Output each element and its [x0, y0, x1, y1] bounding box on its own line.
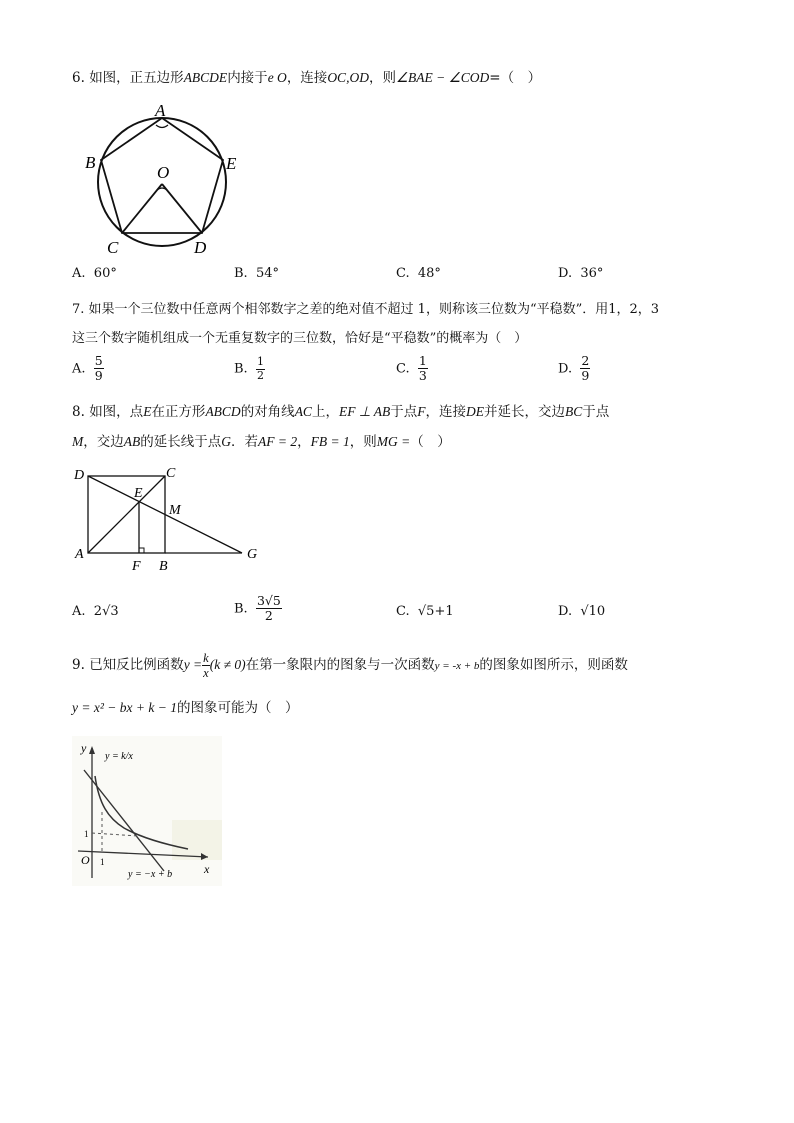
q8-label-b: B: [159, 559, 168, 574]
q6-option-c-value: 48°: [417, 266, 441, 281]
q9-condition: (k ≠ 0): [209, 657, 246, 672]
q6-option-b-value: 54°: [255, 266, 279, 281]
q8-text-2b: 的延长线于点: [140, 434, 222, 450]
q8-point-f: F: [417, 404, 426, 419]
q7-option-c-fraction: [418, 354, 428, 384]
q7-option-b[interactable]: [234, 356, 265, 382]
q6-option-a[interactable]: [72, 266, 117, 281]
q9-frac-num: k: [203, 650, 209, 665]
q6-stem: [72, 66, 541, 86]
q7-stem-line1: [72, 298, 659, 317]
q8-ac: AC: [294, 404, 312, 419]
q7-option-a-num: 5: [94, 353, 103, 368]
q8-stem-line1: [72, 400, 609, 420]
q8-de: DE: [465, 404, 484, 419]
q9-scan-shadow: [172, 820, 222, 860]
q9-text-2b: 的图象可能为（ ）: [176, 700, 299, 716]
q8-text-1d: 上，: [311, 404, 339, 420]
q9-line-label: y = −x + b: [128, 869, 173, 880]
q6-text-e: =（ ）: [489, 70, 542, 86]
q8-text-2e: ，则: [349, 434, 377, 450]
q6-segment-oc: [122, 184, 162, 233]
q8-option-a-value: 2√3: [93, 604, 119, 619]
q6-label-b: B: [85, 153, 96, 172]
q6-label-c: C: [107, 238, 119, 257]
q6-option-b[interactable]: [234, 266, 279, 281]
q6-segments: OC,OD: [327, 70, 369, 85]
q8-option-b-num: 3√5: [256, 593, 281, 608]
q8-label-e: E: [134, 486, 143, 501]
q7-option-a-den: 9: [94, 368, 103, 384]
q7-option-b-num: 1: [256, 355, 264, 368]
q8-option-a[interactable]: [72, 604, 119, 619]
q8-number: 8.: [72, 404, 85, 420]
q8-option-d-value: √10: [580, 604, 606, 619]
q9-frac-den: x: [203, 666, 209, 680]
q6-angle-a-arc: [156, 125, 168, 128]
q9-text-1c: 的图象如图所示，则函数: [479, 657, 628, 673]
q7-option-a-letter: A.: [72, 361, 86, 377]
q8-perp: EF ⊥ AB: [338, 404, 391, 419]
q8-ab: AB: [123, 434, 141, 449]
q7-option-d-den: 9: [581, 368, 590, 384]
q6-pentagon: ABCDE: [183, 70, 228, 85]
q8-option-c-value: √5+1: [417, 604, 454, 619]
q8-text-2c: ．若: [231, 434, 258, 450]
q8-label-c: C: [166, 466, 176, 481]
q8-option-c[interactable]: [396, 604, 454, 619]
q6-label-d: D: [194, 238, 207, 257]
q7-stem-line2: 这三个数字随机组成一个无重复数字的三位数，恰好是“平稳数”的概率为（ ）: [72, 331, 528, 346]
q6-label-o: O: [157, 163, 170, 182]
q9-figure-background: [72, 736, 222, 886]
q8-stem-line2: [72, 430, 451, 450]
q6-label-e: E: [226, 154, 237, 173]
q8-text-1f: ，连接: [425, 404, 466, 420]
q8-point-g: G: [221, 434, 231, 449]
q6-option-b-letter: B.: [234, 266, 248, 281]
q6-option-c-letter: C.: [396, 266, 410, 281]
q8-text-1b: 在正方形: [151, 404, 206, 420]
q8-text-2d: ，: [297, 434, 311, 450]
q8-label-g: G: [247, 547, 258, 562]
q7-option-c[interactable]: [396, 354, 428, 384]
q7-line1: 如果一个三位数中任意两个相邻数字之差的绝对值不超过 1，则称该三位数为“平稳数”．用1，2，3: [88, 302, 660, 317]
q8-option-c-letter: C.: [396, 604, 410, 619]
q8-option-b[interactable]: [234, 594, 282, 624]
q7-option-c-letter: C.: [396, 361, 410, 377]
q9-text-1b: 在第一象限内的图象与一次函数: [245, 657, 435, 673]
q6-option-d-value: 36°: [580, 266, 604, 281]
q7-option-c-den: 3: [418, 368, 427, 384]
q9-one-y-label: 1: [84, 829, 89, 839]
q7-option-d-num: 2: [581, 353, 590, 368]
q8-text-1g: 并延长，交边: [483, 404, 565, 420]
q8-label-f: F: [132, 559, 141, 574]
q6-text-c: ，连接: [286, 70, 328, 86]
q9-text-1a: 已知反比例函数: [89, 657, 184, 673]
q8-label-m: M: [169, 503, 181, 518]
q7-option-d-letter: D.: [558, 361, 573, 377]
q7-option-b-fraction: [256, 356, 265, 382]
q6-text-b: 内接于: [227, 70, 268, 86]
q6-angle-o-arc: [157, 188, 167, 190]
q9-stem-line1: [72, 650, 628, 681]
q6-figure: [76, 96, 256, 258]
q8-bc: BC: [564, 404, 583, 419]
q8-right-angle-mark: [139, 548, 144, 553]
q9-one-x-label: 1: [100, 857, 105, 867]
q9-fraction: [202, 651, 210, 681]
q8-text-1c: 的对角线: [240, 404, 295, 420]
q8-point-m: M: [72, 434, 84, 449]
q9-stem-line2: [72, 696, 298, 716]
q8-label-a: A: [75, 547, 84, 562]
q8-text-1h: 于点: [582, 404, 610, 420]
q9-x-label: x: [204, 862, 210, 876]
q6-option-d-letter: D.: [558, 266, 573, 281]
q6-expr: ∠BAE − ∠COD: [395, 70, 490, 85]
q8-af: AF = 2: [258, 434, 298, 449]
q9-quadratic: y = x² − bx + k − 1: [72, 700, 177, 715]
q7-option-a[interactable]: [72, 354, 104, 384]
q8-option-d[interactable]: [558, 604, 605, 619]
q7-option-c-num: 1: [418, 353, 427, 368]
q8-mg: MG =: [376, 434, 411, 449]
q6-option-a-letter: A.: [72, 266, 86, 281]
q9-curve-label: y = k/x: [105, 751, 133, 762]
q8-square: ABCD: [205, 404, 241, 419]
q8-point-e: E: [143, 404, 152, 419]
q8-diagonal-ac: [88, 476, 165, 553]
q7-option-b-letter: B.: [234, 361, 248, 377]
q6-number: 6.: [72, 70, 85, 86]
q8-text-1a: 如图，点: [89, 404, 144, 420]
q7-option-d-fraction: [580, 354, 590, 384]
q6-circle-shape: [98, 118, 226, 246]
q9-y-eq: y =: [183, 657, 203, 672]
q9-figure: [72, 736, 222, 886]
q7-option-d[interactable]: [558, 354, 590, 384]
q9-linear: y = -x + b: [434, 660, 480, 672]
q9-y-label: y: [81, 741, 87, 755]
q8-text-2f: （ ）: [410, 434, 451, 450]
q6-option-c[interactable]: [396, 266, 441, 281]
q6-text-a: 如图，正五边形: [89, 70, 184, 86]
q8-label-d: D: [74, 468, 85, 483]
q6-label-a: A: [155, 101, 166, 120]
q6-text-d: ，则: [368, 70, 396, 86]
q6-option-d[interactable]: [558, 266, 603, 281]
q6-segment-od: [162, 184, 202, 233]
q8-option-d-letter: D.: [558, 604, 573, 619]
q8-fb: FB = 1: [310, 434, 350, 449]
q8-text-2a: ，交边: [83, 434, 124, 450]
q8-option-a-letter: A.: [72, 604, 86, 619]
q9-origin-label: O: [81, 853, 90, 867]
q7-option-b-den: 2: [256, 368, 264, 382]
q8-option-b-den: 2: [264, 608, 273, 624]
q8-text-1e: 于点: [390, 404, 418, 420]
q6-circle: e O: [267, 70, 287, 85]
q8-figure: [70, 462, 270, 574]
q7-number: 7.: [72, 302, 85, 317]
q8-option-b-letter: B.: [234, 601, 248, 617]
q8-option-b-fraction: [256, 594, 282, 624]
q6-option-a-value: 60°: [93, 266, 117, 281]
q9-number: 9.: [72, 657, 85, 673]
q7-option-a-fraction: [94, 354, 104, 384]
